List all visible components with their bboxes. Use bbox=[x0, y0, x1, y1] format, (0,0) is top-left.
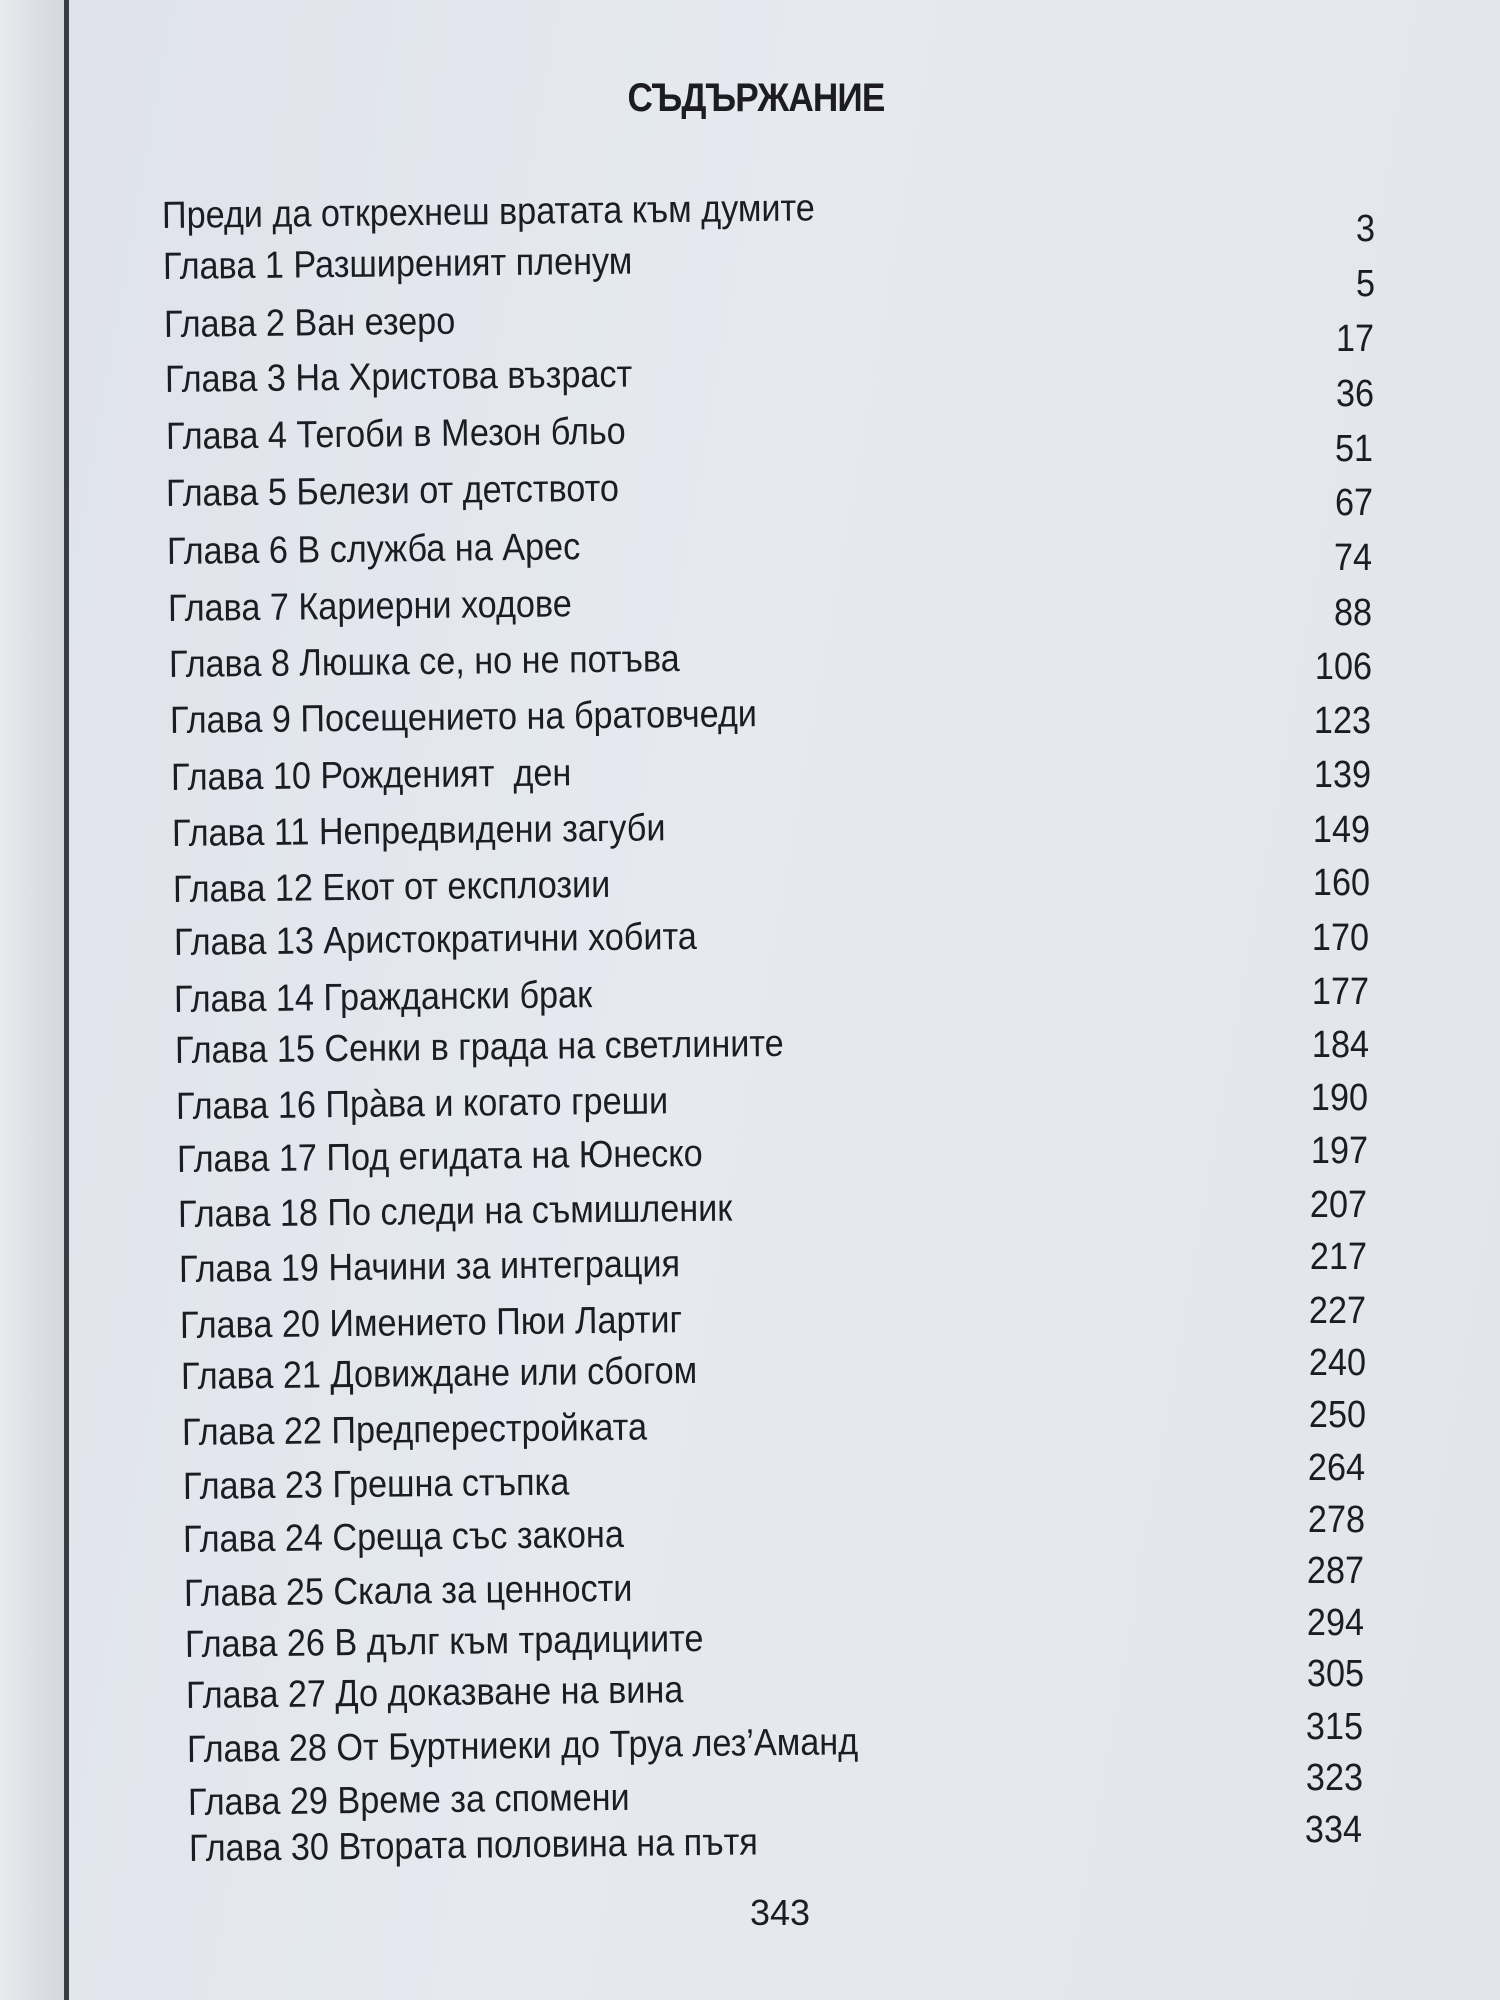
toc-entry-page: 123 bbox=[1314, 700, 1372, 743]
toc-entry-page: 67 bbox=[1334, 482, 1373, 525]
toc-entry-page: 106 bbox=[1314, 645, 1372, 688]
toc-entry-title: Глава 25 Скала за ценности bbox=[184, 1567, 633, 1615]
toc-entry-page: 139 bbox=[1313, 754, 1371, 797]
toc-entry-title: Глава 19 Начини за интеграция bbox=[178, 1243, 681, 1291]
toc-entry-title: Глава 5 Белези от детството bbox=[166, 468, 620, 516]
book-gutter bbox=[0, 0, 64, 2000]
toc-entry-title: Глава 6 В служба на Арес bbox=[167, 526, 581, 573]
toc-entry-page: 170 bbox=[1312, 917, 1370, 960]
toc-entry-page: 51 bbox=[1335, 427, 1374, 470]
toc-entry-title: Глава 26 В дълг към традициите bbox=[185, 1617, 704, 1666]
toc-entry-title: Глава 14 Граждански брак bbox=[174, 973, 593, 1021]
toc-entry-title: Глава 29 Време за спомени bbox=[187, 1776, 630, 1825]
toc-entry-page: 278 bbox=[1307, 1498, 1365, 1541]
toc-entry-page: 88 bbox=[1333, 592, 1373, 635]
toc-entry-page: 177 bbox=[1311, 970, 1370, 1013]
toc-entry-page: 305 bbox=[1306, 1653, 1364, 1696]
toc-entry-page: 197 bbox=[1310, 1130, 1368, 1173]
toc-entry-page: 217 bbox=[1309, 1236, 1367, 1279]
toc-entry-page: 207 bbox=[1310, 1183, 1368, 1226]
toc-entry-title: Глава 15 Сенки в града на светлините bbox=[175, 1022, 785, 1072]
toc-entry-title: Глава 27 До доказване на вина bbox=[185, 1669, 684, 1717]
toc-entry-title: Глава 30 Втората половина на пътя bbox=[188, 1821, 758, 1871]
toc-entry-title: Глава 20 Имението Пюи Лартиг bbox=[179, 1299, 683, 1348]
toc-entry-page: 74 bbox=[1334, 537, 1373, 580]
toc-entry-page: 315 bbox=[1306, 1705, 1364, 1748]
toc-entry-title: Глава 3 На Христова възраст bbox=[164, 353, 632, 401]
toc-entry-title: Глава 8 Люшка се, но не потъва bbox=[168, 638, 681, 687]
toc-entry-title: Глава 22 Предперестройката bbox=[181, 1406, 647, 1455]
page-title: СЪДЪРЖАНИЕ bbox=[627, 76, 885, 120]
toc-entry-page: 17 bbox=[1336, 317, 1375, 360]
toc-entry-page: 294 bbox=[1306, 1602, 1364, 1645]
toc-entry-title: Глава 2 Ван езеро bbox=[163, 300, 456, 346]
toc-entry-title: Глава 21 Довиждане или сбогом bbox=[180, 1350, 698, 1399]
toc-entry-title: Глава 17 Под егидата на Юнеско bbox=[176, 1133, 704, 1182]
toc-entry-title: Глава 16 Прàва и когато греши bbox=[176, 1079, 669, 1128]
toc-entry-page: 240 bbox=[1308, 1342, 1367, 1385]
toc-entry-title: Глава 1 Разширеният пленум bbox=[162, 240, 633, 289]
toc-entry-title: Преди да открехнеш вратата към думите bbox=[161, 187, 815, 238]
toc-entry-title: Глава 13 Аристократични хобита bbox=[173, 916, 697, 965]
toc-entry-page: 149 bbox=[1313, 808, 1371, 851]
toc-entry-title: Глава 7 Кариерни ходове bbox=[168, 583, 573, 631]
toc-entry-title: Глава 12 Екот от експлозии bbox=[172, 863, 611, 911]
toc-entry-title: Глава 18 По следи на съмишленик bbox=[177, 1187, 733, 1237]
toc-entry-page: 227 bbox=[1309, 1289, 1367, 1332]
toc-entry-title: Глава 9 Посещението на братовчеди bbox=[169, 693, 758, 743]
toc-entry-title: Глава 11 Непредвидени загуби bbox=[171, 806, 666, 855]
page-number: 343 bbox=[749, 1892, 811, 1933]
toc-entry-title: Глава 23 Грешна стъпка bbox=[182, 1461, 569, 1508]
page-edge bbox=[64, 0, 69, 2000]
toc-entry-page: 3 bbox=[1355, 208, 1375, 251]
toc-entry-page: 334 bbox=[1305, 1808, 1363, 1851]
toc-entry-page: 264 bbox=[1308, 1446, 1366, 1489]
toc-entry-page: 184 bbox=[1311, 1024, 1369, 1067]
toc-entry-page: 160 bbox=[1312, 862, 1370, 905]
toc-entry-page: 5 bbox=[1355, 262, 1375, 305]
toc-entry-page: 190 bbox=[1311, 1076, 1369, 1119]
toc-entry-title: Глава 4 Тегоби в Мезон бльо bbox=[165, 410, 626, 459]
toc-entry-page: 323 bbox=[1305, 1756, 1363, 1799]
toc-entry-title: Глава 24 Среща със закона bbox=[183, 1514, 625, 1562]
toc-entry-page: 287 bbox=[1307, 1549, 1365, 1592]
toc-entry-title: Глава 10 Рожденият ден bbox=[170, 751, 572, 799]
toc-entry-page: 36 bbox=[1335, 372, 1374, 415]
toc-entry-page: 250 bbox=[1308, 1394, 1366, 1437]
toc-entry-title: Глава 28 От Буртниеки до Труа лез’Аманд bbox=[186, 1720, 859, 1771]
